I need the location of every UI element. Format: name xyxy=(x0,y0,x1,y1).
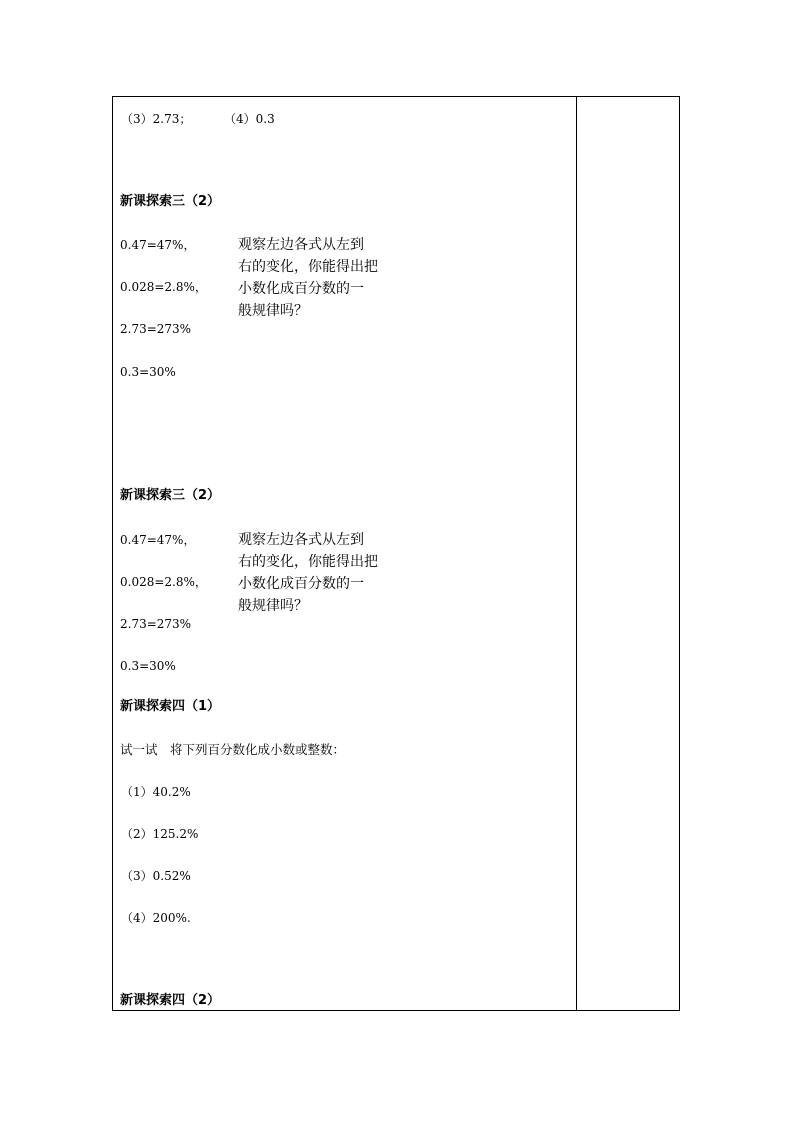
equation: 2.73=273% xyxy=(120,322,192,336)
instruction-text: 试一试 将下列百分数化成小数或整数： xyxy=(120,742,346,757)
question-text: 观察左边各式从左到 右的变化，你能得出把 小数化成百分数的一 般规律吗？ xyxy=(238,237,378,319)
equation: 0.3=30% xyxy=(120,365,176,379)
column-divider xyxy=(576,97,577,1010)
exercise-item-4: （4）0.3 xyxy=(224,112,275,126)
question-text: 观察左边各式从左到 右的变化，你能得出把 小数化成百分数的一 般规律吗？ xyxy=(238,532,378,614)
equation: 0.028=2.8%， xyxy=(120,575,207,589)
equation: 0.028=2.8%， xyxy=(120,280,207,294)
equation: 0.47=47%， xyxy=(120,238,196,252)
exercise-item-3: （3）2.73； xyxy=(121,112,192,126)
exercise-item: （4）200%. xyxy=(121,911,191,925)
section-heading: 新课探索三（2） xyxy=(120,194,221,209)
section-heading: 新课探索三（2） xyxy=(120,488,221,503)
equation: 2.73=273% xyxy=(120,617,192,631)
equation: 0.47=47%， xyxy=(120,533,196,547)
exercise-item: （2）125.2% xyxy=(121,827,199,841)
section-heading: 新课探索四（2） xyxy=(120,993,221,1008)
section-heading: 新课探索四（1） xyxy=(120,699,221,714)
lesson-table xyxy=(112,96,680,1011)
exercise-item: （3）0.52% xyxy=(121,869,191,883)
exercise-item: （1）40.2% xyxy=(121,785,191,799)
equation: 0.3=30% xyxy=(120,659,176,673)
